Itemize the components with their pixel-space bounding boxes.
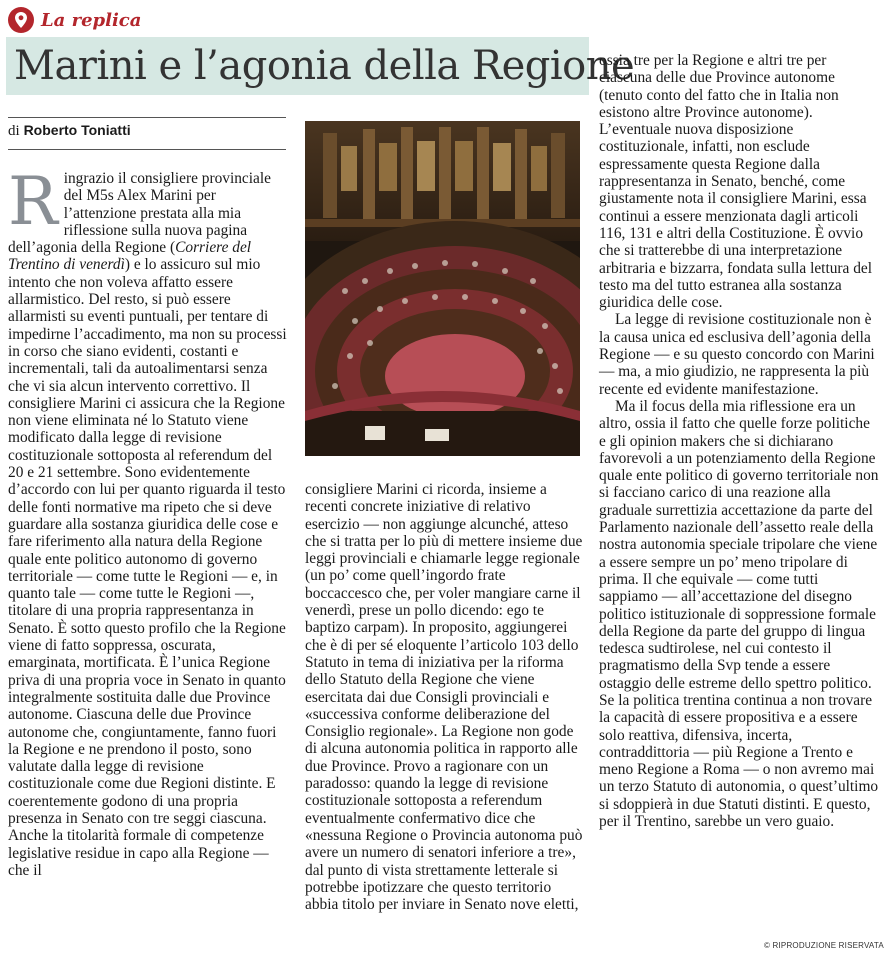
byline-divider-bottom <box>8 149 286 150</box>
article-paragraph: La legge di revisione costituzionale non è la causa unica ed esclusiva dell’agonia della Regione — e su questo concordo con Marini — ma, a mio giudizio, ne rappresenta la più recente ed evidente manifestazione. <box>599 311 875 398</box>
dropcap: R <box>8 163 58 240</box>
headline: Marini e l’agonia della Regione <box>14 43 635 89</box>
article-paragraph: consigliere Marini ci ricorda, insieme a recenti concrete iniziative di relativo esercizio — non aggiunge alcunché, atteso che si tratta per lo più di mettere insieme due leggi provinciali e chiamarle legge regionale (un po’ come quell’ingordo frate boccaccesco che, per voler mangiare carne il venerdì, prese un pollo dicendo: ego te baptizo carpam). In proposito, aggiungerei che è di per sé eloquente l’articolo 103 dello Statuto in tema di iniziativa per la riforma dello Statuto della Regione che viene esercitata dai due Consigli provinciali e «successiva conforme deliberazione del Consiglio regionale». La Regione non gode di alcuna autonomia politica in rapporto alle due Province. Provo a ragionare con un paradosso: quando la legge di revisione costituzionale sottoposta a referendum eventualmente confermativo dice che «nessuna Regione o Provincia autonoma può avere un numero di senatori inferiore a tre», dal punto di vista strettamente letterale si potrebbe ipotizzare che questo territorio abbia titolo per inviare in Senato nove eletti, <box>305 481 583 914</box>
author-name: Roberto Toniatti <box>23 122 131 138</box>
text-run: ) e lo assicuro sul mio intento che non voleva affatto essere allarmistico. Del resto, si può essere allarmisti su eventi puntuali, per tentare di impedirne l’accadimento, ma non su processi in corso che siano evidenti, costanti e incrementali, tali da autoalimentarsi senza che vi sia alcun intervento correttivo. Il consigliere Marini ci assicura che la Regione non viene eliminata né lo Statuto viene modificato dalla legge di revisione costituzionale sottoposta al referendum del 20 e 21 settembre. Sono evidentemente d’accordo con lui per quanto riguarda il testo delle fonti normative ma ripeto che si deve guardare alla sostanza giuridica delle cose e fare riferimento alla natura della Regione quale ente politico autonomo di governo territoriale — come tutte le Regioni — e, in quanto tale — come tutte le Regioni —, titolare di una propria rappresentanza in Senato. È sotto questo profilo che la Regione viene di fatto soppressa, oscurata, emarginata, mortificata. È l’unica Regione priva di una propria voce in Senato in quanto integralmente sostituita dalle due Province autonome. Ciascuna delle due Province autonome che, congiuntamente, fanno fuori la Regione e ne prendono il posto, sono valutate dalla legge di revisione costituzionale come due Regioni distinte. E coerentemente godono di una propria presenza in Senato con tre seggi ciascuna. Anche la titolarità formale di competenze legislative residue in capo alla Regione — che il <box>8 256 287 879</box>
article-paragraph <box>8 163 291 879</box>
kicker <box>8 6 141 34</box>
article-column-3 <box>599 52 880 830</box>
byline-prefix: di <box>8 123 20 139</box>
byline <box>8 120 131 141</box>
publication-reference: Corriere del Trentino di venerdì <box>8 239 252 274</box>
text-run: ingrazio il consigliere provinciale del M5s Alex Marini per l’attenzione prestata alla mia riflessione sulla nuova pagina dell’agonia della Regione ( <box>8 170 271 257</box>
article-column-2 <box>305 481 585 913</box>
byline-divider-top <box>8 117 286 118</box>
senate-chamber-photo <box>305 121 580 456</box>
pin-icon <box>8 7 34 33</box>
copyright-notice: © RIPRODUZIONE RISERVATA <box>764 941 884 950</box>
kicker-label: La replica <box>41 9 142 31</box>
article-paragraph: ossia tre per la Regione e altri tre per ciascuna delle due Province autonome (tenuto conto del fatto che in Italia non esistono altre Province autonome). L’eventuale nuova disposizione costituzionale, infatti, non esclude espressamente questa Regione dalla rappresentanza in Senato, benché, come giustamente nota il consigliere Marini, essa continui a essere menzionata dagli articoli 116, 131 e altri della Costituzione. È ovvio che si tratterebbe di una interpretazione arbitraria e bizzarra, fondata sulla lettura del testo ma del tutto estranea alla sostanza giuridica delle cose. <box>599 52 873 312</box>
article-column-1 <box>8 163 291 879</box>
article-paragraph: Ma il focus della mia riflessione era un altro, ossia il fatto che quelle forze politiche e gli opinion makers che si dichiarano favorevoli a un potenziamento della Regione quale ente politico di governo territoriale non si facciano carico di una reazione alla graduale surrettizia accettazione da parte del Parlamento nazionale dell’assetto reale della nostra autonomia speciale tripolare che viene a essere sempre un po’ meno tripolare di prima. Il che equivale — come tutti sappiamo — all’accettazione del disegno politico istituzionale di soppressione formale della Regione da parte del gruppo di lingua tedesca sudtirolese, nel cui contesto il pragmatismo della Svp tende a essere ostaggio delle estreme dello spettro politico. Se la politica trentina continua a non trovare la capacità di essere propositiva e a essere solo reattiva, difensiva, incerta, contraddittoria — più Regione a Trento e meno Regione a Roma — o non avremo mai un terzo Statuto di autonomia, o quest’ultimo si sdoppierà in due Statuti distinti. E questo, per il Trentino, sarebbe un vero guaio. <box>599 397 879 831</box>
